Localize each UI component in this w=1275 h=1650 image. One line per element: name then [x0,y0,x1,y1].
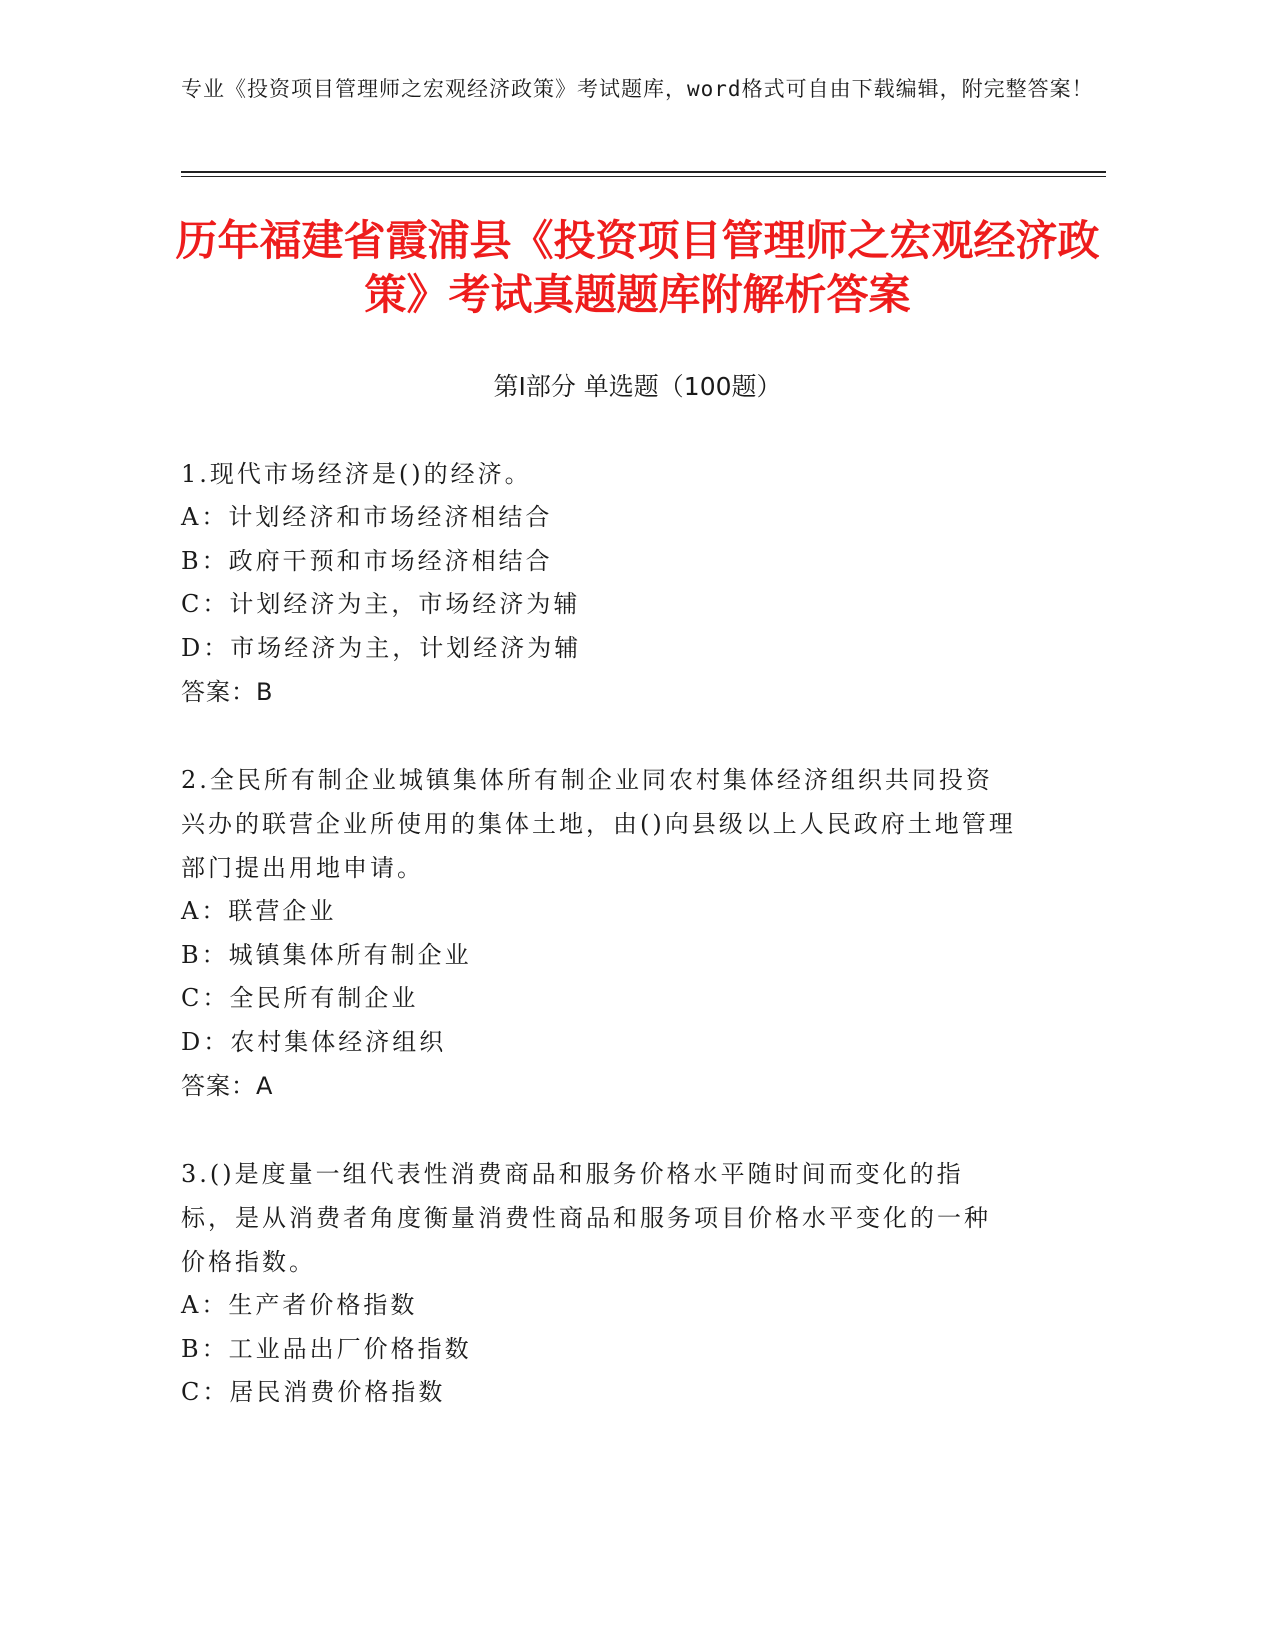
option-a: A：联营企业 [181,897,337,925]
option-b: B：城镇集体所有制企业 [181,940,472,969]
section-title: 第Ⅰ部分 单选题（100题） [493,372,782,401]
option-c: C：居民消费价格指数 [181,1378,446,1406]
question-2 [181,758,1016,1108]
option-a: A：计划经济和市场经济相结合 [181,503,553,531]
answer: 答案：A [181,1072,274,1100]
option-d: D：市场经济为主，计划经济为辅 [181,633,582,662]
question-stem: 2.全民所有制企业城镇集体所有制企业同农村集体经济组织共同投资兴办的联营企业所使用的集体土地，由()向县级以上人民政府土地管理部门提出用地申请。 [181,766,1016,882]
option-d: D：农村集体经济组织 [181,1027,447,1056]
option-b: B：政府干预和市场经济相结合 [181,546,553,575]
header-divider-thin [181,176,1106,177]
option-c: C：计划经济为主，市场经济为辅 [181,590,581,618]
option-a: A：生产者价格指数 [181,1291,418,1319]
answer: 答案：B [181,678,274,706]
header-note: 专业《投资项目管理师之宏观经济政策》考试题库，word格式可自由下载编辑，附完整答案！ [181,77,1094,101]
document-title: 历年福建省霞浦县《投资项目管理师之宏观经济政策》考试真题题库附解析答案 [175,216,1100,319]
question-1 [181,452,1016,714]
question-list [181,452,1016,1459]
option-b: B：工业品出厂价格指数 [181,1334,472,1363]
question-3 [181,1152,1016,1415]
header-divider-thick [181,171,1106,173]
option-c: C：全民所有制企业 [181,984,419,1012]
question-stem: 1.现代市场经济是()的经济。 [181,460,532,488]
question-stem: 3.()是度量一组代表性消费商品和服务价格水平随时间而变化的指标，是从消费者角度衡量消费性商品和服务项目价格水平变化的一种价格指数。 [181,1160,991,1276]
